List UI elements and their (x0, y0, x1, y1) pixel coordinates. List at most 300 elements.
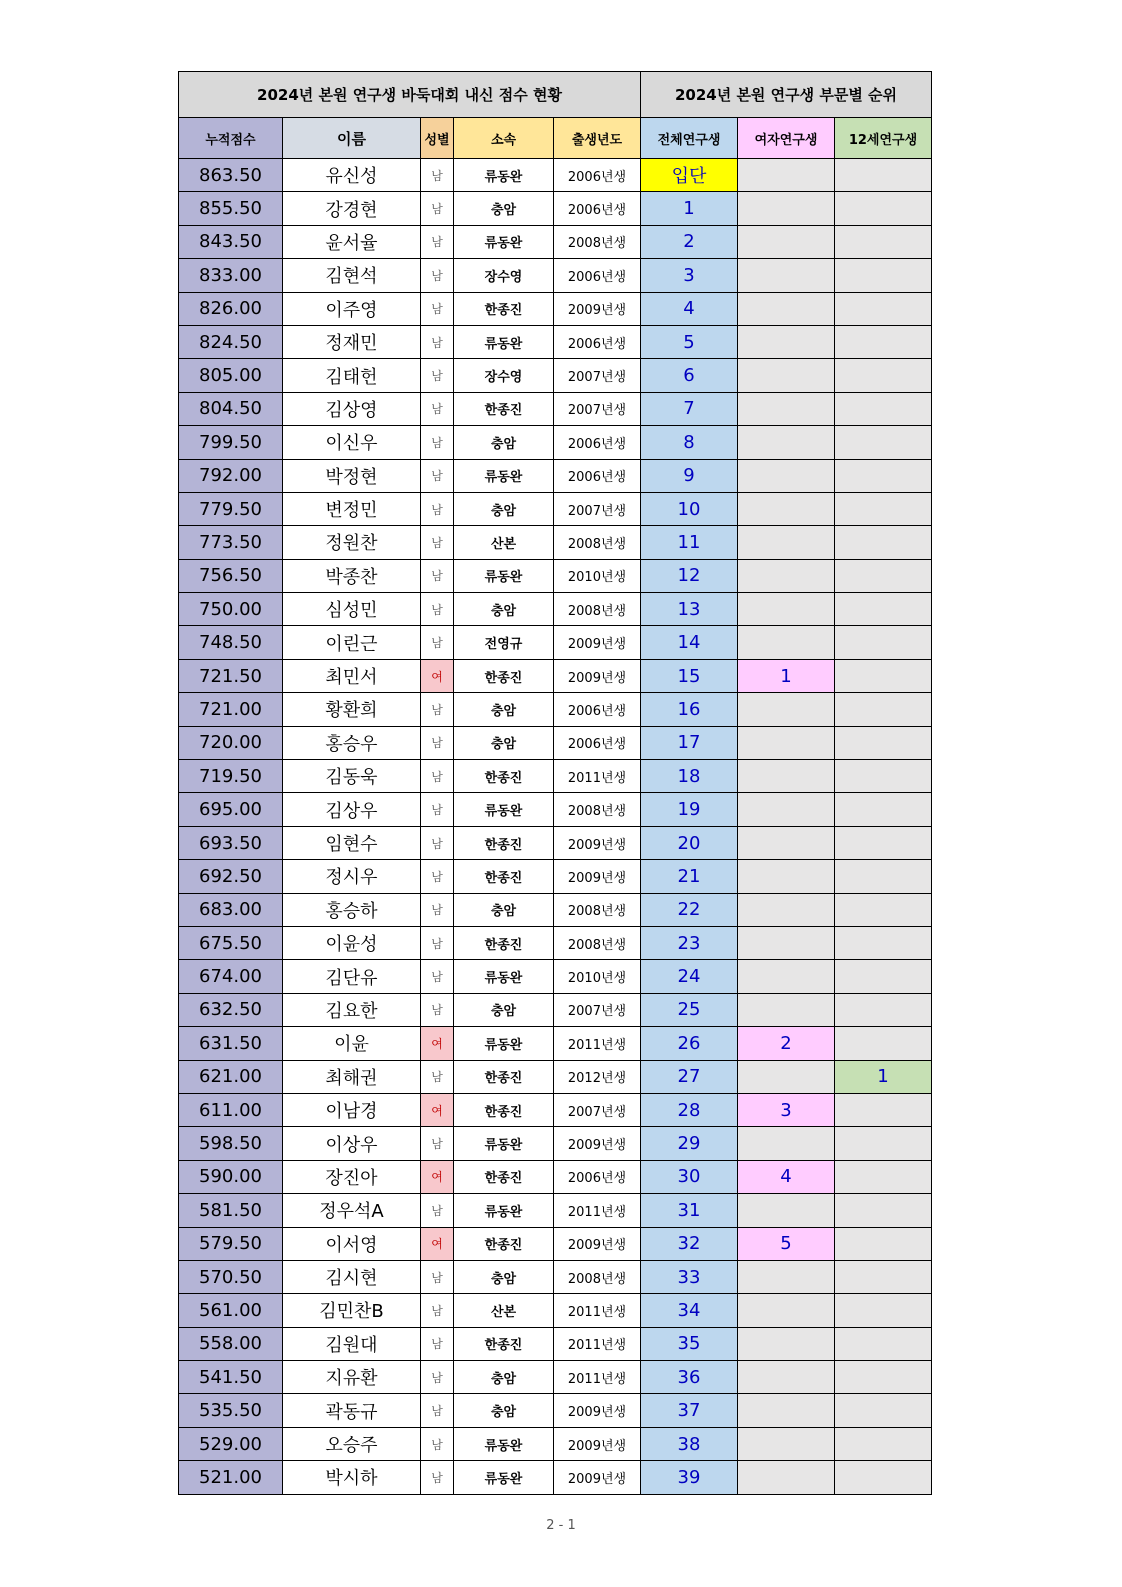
rank-female-cell (738, 1060, 835, 1093)
birth-year-cell: 2007년생 (554, 993, 641, 1026)
score-cell: 598.50 (179, 1127, 283, 1160)
header-rank-all: 전체연구생 (641, 118, 738, 159)
rank-12-cell (835, 292, 932, 325)
name-cell: 오승주 (283, 1427, 421, 1460)
sex-cell: 남 (421, 1194, 454, 1227)
name-cell: 이서영 (283, 1227, 421, 1260)
score-table (178, 71, 932, 1495)
rank-12-cell: 1 (835, 1060, 932, 1093)
rank-12-cell (835, 893, 932, 926)
rank-12-cell (835, 559, 932, 592)
birth-year-cell: 2010년생 (554, 960, 641, 993)
table-row (179, 1060, 932, 1093)
table-row (179, 526, 932, 559)
score-cell: 675.50 (179, 926, 283, 959)
affiliation-cell: 류동완 (454, 793, 554, 826)
affiliation-cell: 류동완 (454, 1027, 554, 1060)
affiliation-cell: 류동완 (454, 225, 554, 258)
rank-female-cell (738, 259, 835, 292)
affiliation-cell: 충암 (454, 1361, 554, 1394)
sex-cell: 남 (421, 459, 454, 492)
rank-all-cell: 1 (641, 192, 738, 225)
table-row (179, 459, 932, 492)
rank-12-cell (835, 726, 932, 759)
affiliation-cell: 한종진 (454, 860, 554, 893)
sex-cell: 남 (421, 893, 454, 926)
name-cell: 홍승우 (283, 726, 421, 759)
score-cell: 792.00 (179, 459, 283, 492)
rank-all-cell: 11 (641, 526, 738, 559)
table-row (179, 960, 932, 993)
name-cell: 이윤성 (283, 926, 421, 959)
name-cell: 황환희 (283, 693, 421, 726)
header-row (179, 118, 932, 159)
rank-all-cell: 35 (641, 1327, 738, 1360)
birth-year-cell: 2007년생 (554, 359, 641, 392)
rank-all-cell: 33 (641, 1260, 738, 1293)
header-birth-year: 출생년도 (554, 118, 641, 159)
affiliation-cell: 한종진 (454, 292, 554, 325)
birth-year-cell: 2009년생 (554, 292, 641, 325)
name-cell: 지유환 (283, 1361, 421, 1394)
birth-year-cell: 2007년생 (554, 392, 641, 425)
name-cell: 김단유 (283, 960, 421, 993)
rank-12-cell (835, 1294, 932, 1327)
name-cell: 이윤 (283, 1027, 421, 1060)
name-cell: 윤서율 (283, 225, 421, 258)
affiliation-cell: 한종진 (454, 392, 554, 425)
rank-female-cell (738, 626, 835, 659)
score-cell: 632.50 (179, 993, 283, 1026)
rank-female-cell (738, 1260, 835, 1293)
sex-cell: 남 (421, 325, 454, 358)
table-title-left: 2024년 본원 연구생 바둑대회 내신 점수 현황 (179, 72, 641, 118)
table-row (179, 259, 932, 292)
affiliation-cell: 산본 (454, 526, 554, 559)
affiliation-cell: 류동완 (454, 1461, 554, 1494)
title-row (179, 72, 932, 118)
birth-year-cell: 2006년생 (554, 426, 641, 459)
table-row (179, 1294, 932, 1327)
affiliation-cell: 한종진 (454, 926, 554, 959)
rank-female-cell (738, 192, 835, 225)
rank-all-cell: 39 (641, 1461, 738, 1494)
rank-female-cell (738, 993, 835, 1026)
rank-12-cell (835, 593, 932, 626)
rank-12-cell (835, 1327, 932, 1360)
rank-all-cell: 2 (641, 225, 738, 258)
rank-all-cell: 26 (641, 1027, 738, 1060)
rank-12-cell (835, 1361, 932, 1394)
score-cell: 579.50 (179, 1227, 283, 1260)
rank-12-cell (835, 793, 932, 826)
birth-year-cell: 2009년생 (554, 826, 641, 859)
affiliation-cell: 충암 (454, 893, 554, 926)
rank-all-cell: 18 (641, 760, 738, 793)
rank-all-cell: 19 (641, 793, 738, 826)
score-cell: 721.50 (179, 659, 283, 692)
birth-year-cell: 2009년생 (554, 1227, 641, 1260)
rank-female-cell (738, 559, 835, 592)
rank-female-cell (738, 693, 835, 726)
name-cell: 정시우 (283, 860, 421, 893)
table-row (179, 426, 932, 459)
rank-female-cell (738, 593, 835, 626)
header-rank-female: 여자연구생 (738, 118, 835, 159)
affiliation-cell: 류동완 (454, 459, 554, 492)
rank-female-cell (738, 426, 835, 459)
sex-cell: 남 (421, 760, 454, 793)
sex-cell: 남 (421, 292, 454, 325)
rank-12-cell (835, 1394, 932, 1427)
affiliation-cell: 한종진 (454, 1327, 554, 1360)
affiliation-cell: 충암 (454, 492, 554, 525)
name-cell: 박종찬 (283, 559, 421, 592)
sex-cell: 남 (421, 1127, 454, 1160)
rank-all-cell: 13 (641, 593, 738, 626)
rank-12-cell (835, 1027, 932, 1060)
name-cell: 김상우 (283, 793, 421, 826)
rank-12-cell (835, 1127, 932, 1160)
score-cell: 693.50 (179, 826, 283, 859)
affiliation-cell: 장수영 (454, 259, 554, 292)
rank-12-cell (835, 659, 932, 692)
birth-year-cell: 2009년생 (554, 1127, 641, 1160)
sex-cell: 남 (421, 860, 454, 893)
rank-all-cell: 10 (641, 492, 738, 525)
table-row (179, 993, 932, 1026)
rank-female-cell (738, 926, 835, 959)
rank-12-cell (835, 526, 932, 559)
table-row (179, 626, 932, 659)
score-cell: 561.00 (179, 1294, 283, 1327)
sex-cell: 남 (421, 526, 454, 559)
birth-year-cell: 2008년생 (554, 225, 641, 258)
birth-year-cell: 2006년생 (554, 459, 641, 492)
affiliation-cell: 충암 (454, 993, 554, 1026)
table-row (179, 726, 932, 759)
table-row (179, 760, 932, 793)
sex-cell: 남 (421, 426, 454, 459)
table-row (179, 659, 932, 692)
sex-cell: 남 (421, 726, 454, 759)
sex-cell: 남 (421, 1294, 454, 1327)
birth-year-cell: 2006년생 (554, 159, 641, 192)
affiliation-cell: 충암 (454, 693, 554, 726)
sex-cell: 남 (421, 826, 454, 859)
affiliation-cell: 충암 (454, 726, 554, 759)
rank-all-cell: 8 (641, 426, 738, 459)
table-row (179, 1327, 932, 1360)
sex-cell: 남 (421, 159, 454, 192)
sex-cell: 여 (421, 1093, 454, 1126)
name-cell: 변정민 (283, 492, 421, 525)
rank-female-cell (738, 325, 835, 358)
rank-all-cell: 9 (641, 459, 738, 492)
rank-all-cell: 3 (641, 259, 738, 292)
table-row (179, 693, 932, 726)
birth-year-cell: 2011년생 (554, 1194, 641, 1227)
rank-all-cell: 31 (641, 1194, 738, 1227)
name-cell: 이상우 (283, 1127, 421, 1160)
rank-female-cell: 5 (738, 1227, 835, 1260)
rank-female-cell (738, 1294, 835, 1327)
sex-cell: 남 (421, 626, 454, 659)
sex-cell: 남 (421, 960, 454, 993)
rank-12-cell (835, 1260, 932, 1293)
rank-12-cell (835, 960, 932, 993)
sex-cell: 남 (421, 1361, 454, 1394)
sex-cell: 남 (421, 492, 454, 525)
name-cell: 김민찬B (283, 1294, 421, 1327)
rank-12-cell (835, 860, 932, 893)
sex-cell: 남 (421, 1260, 454, 1293)
score-cell: 683.00 (179, 893, 283, 926)
birth-year-cell: 2011년생 (554, 760, 641, 793)
rank-all-cell: 38 (641, 1427, 738, 1460)
sex-cell: 여 (421, 659, 454, 692)
affiliation-cell: 장수영 (454, 359, 554, 392)
rank-female-cell (738, 392, 835, 425)
score-cell: 843.50 (179, 225, 283, 258)
table-row (179, 559, 932, 592)
rank-all-cell: 24 (641, 960, 738, 993)
birth-year-cell: 2009년생 (554, 659, 641, 692)
rank-12-cell (835, 192, 932, 225)
rank-12-cell (835, 1160, 932, 1193)
name-cell: 심성민 (283, 593, 421, 626)
rank-12-cell (835, 459, 932, 492)
sex-cell: 남 (421, 1394, 454, 1427)
rank-12-cell (835, 760, 932, 793)
affiliation-cell: 한종진 (454, 1227, 554, 1260)
score-cell: 826.00 (179, 292, 283, 325)
name-cell: 정재민 (283, 325, 421, 358)
affiliation-cell: 류동완 (454, 960, 554, 993)
rank-all-cell: 14 (641, 626, 738, 659)
score-cell: 756.50 (179, 559, 283, 592)
rank-female-cell (738, 726, 835, 759)
score-cell: 541.50 (179, 1361, 283, 1394)
score-cell: 824.50 (179, 325, 283, 358)
rank-female-cell (738, 225, 835, 258)
table-row (179, 325, 932, 358)
rank-12-cell (835, 1194, 932, 1227)
affiliation-cell: 충암 (454, 1394, 554, 1427)
sex-cell: 남 (421, 259, 454, 292)
score-cell: 581.50 (179, 1194, 283, 1227)
rank-all-cell: 4 (641, 292, 738, 325)
table-row (179, 1160, 932, 1193)
table-row (179, 492, 932, 525)
score-cell: 570.50 (179, 1260, 283, 1293)
rank-female-cell (738, 893, 835, 926)
sex-cell: 남 (421, 225, 454, 258)
score-cell: 855.50 (179, 192, 283, 225)
name-cell: 김요한 (283, 993, 421, 1026)
score-cell: 631.50 (179, 1027, 283, 1060)
score-cell: 529.00 (179, 1427, 283, 1460)
header-rank-12: 12세연구생 (835, 118, 932, 159)
rank-12-cell (835, 359, 932, 392)
birth-year-cell: 2009년생 (554, 1461, 641, 1494)
rank-all-cell: 32 (641, 1227, 738, 1260)
name-cell: 최해권 (283, 1060, 421, 1093)
table-row (179, 1394, 932, 1427)
rank-all-cell: 27 (641, 1060, 738, 1093)
affiliation-cell: 충암 (454, 1260, 554, 1293)
affiliation-cell: 한종진 (454, 826, 554, 859)
affiliation-cell: 류동완 (454, 1127, 554, 1160)
sex-cell: 남 (421, 392, 454, 425)
rank-all-cell: 17 (641, 726, 738, 759)
sex-cell: 여 (421, 1027, 454, 1060)
birth-year-cell: 2008년생 (554, 793, 641, 826)
rank-female-cell (738, 1327, 835, 1360)
rank-all-cell: 34 (641, 1294, 738, 1327)
sex-cell: 여 (421, 1160, 454, 1193)
affiliation-cell: 한종진 (454, 1060, 554, 1093)
rank-all-cell: 7 (641, 392, 738, 425)
table-row (179, 159, 932, 192)
score-cell: 773.50 (179, 526, 283, 559)
rank-all-cell: 28 (641, 1093, 738, 1126)
birth-year-cell: 2008년생 (554, 893, 641, 926)
birth-year-cell: 2009년생 (554, 1394, 641, 1427)
table-row (179, 1260, 932, 1293)
affiliation-cell: 전영규 (454, 626, 554, 659)
name-cell: 정원찬 (283, 526, 421, 559)
rank-female-cell: 4 (738, 1160, 835, 1193)
score-cell: 611.00 (179, 1093, 283, 1126)
rank-female-cell (738, 1427, 835, 1460)
rank-12-cell (835, 225, 932, 258)
score-cell: 535.50 (179, 1394, 283, 1427)
page-number: 2 - 1 (546, 1518, 576, 1533)
rank-12-cell (835, 1227, 932, 1260)
score-cell: 719.50 (179, 760, 283, 793)
header-score: 누적점수 (179, 118, 283, 159)
name-cell: 김현석 (283, 259, 421, 292)
rank-all-cell: 23 (641, 926, 738, 959)
table-row (179, 392, 932, 425)
rank-12-cell (835, 626, 932, 659)
rank-12-cell (835, 325, 932, 358)
rank-all-cell: 29 (641, 1127, 738, 1160)
birth-year-cell: 2011년생 (554, 1361, 641, 1394)
affiliation-cell: 한종진 (454, 1093, 554, 1126)
birth-year-cell: 2006년생 (554, 192, 641, 225)
rank-female-cell (738, 1361, 835, 1394)
affiliation-cell: 한종진 (454, 659, 554, 692)
sex-cell: 남 (421, 359, 454, 392)
rank-12-cell (835, 392, 932, 425)
table-row (179, 893, 932, 926)
rank-female-cell (738, 1461, 835, 1494)
rank-female-cell (738, 159, 835, 192)
rank-female-cell (738, 826, 835, 859)
table-row (179, 1093, 932, 1126)
birth-year-cell: 2006년생 (554, 726, 641, 759)
sex-cell: 남 (421, 993, 454, 1026)
rank-female-cell (738, 526, 835, 559)
birth-year-cell: 2006년생 (554, 259, 641, 292)
rank-all-cell: 37 (641, 1394, 738, 1427)
birth-year-cell: 2008년생 (554, 593, 641, 626)
name-cell: 박시하 (283, 1461, 421, 1494)
name-cell: 이주영 (283, 292, 421, 325)
table-row (179, 1461, 932, 1494)
score-cell: 750.00 (179, 593, 283, 626)
name-cell: 김원대 (283, 1327, 421, 1360)
name-cell: 김태헌 (283, 359, 421, 392)
name-cell: 이남경 (283, 1093, 421, 1126)
affiliation-cell: 산본 (454, 1294, 554, 1327)
birth-year-cell: 2011년생 (554, 1327, 641, 1360)
birth-year-cell: 2008년생 (554, 526, 641, 559)
name-cell: 김동욱 (283, 760, 421, 793)
table-row (179, 292, 932, 325)
affiliation-cell: 한종진 (454, 760, 554, 793)
rank-12-cell (835, 1461, 932, 1494)
sex-cell: 남 (421, 1327, 454, 1360)
table-row (179, 1127, 932, 1160)
score-cell: 692.50 (179, 860, 283, 893)
sex-cell: 남 (421, 793, 454, 826)
rank-all-cell: 6 (641, 359, 738, 392)
birth-year-cell: 2008년생 (554, 1260, 641, 1293)
rank-female-cell (738, 492, 835, 525)
rank-12-cell (835, 426, 932, 459)
rank-12-cell (835, 159, 932, 192)
rank-female-cell (738, 459, 835, 492)
table-row (179, 593, 932, 626)
score-cell: 721.00 (179, 693, 283, 726)
rank-female-cell (738, 1394, 835, 1427)
rank-all-cell: 입단 (641, 159, 738, 192)
table-row (179, 1027, 932, 1060)
name-cell: 유신성 (283, 159, 421, 192)
affiliation-cell: 류동완 (454, 1194, 554, 1227)
rank-female-cell (738, 960, 835, 993)
table-row (179, 1194, 932, 1227)
name-cell: 강경현 (283, 192, 421, 225)
rank-female-cell (738, 1127, 835, 1160)
score-cell: 863.50 (179, 159, 283, 192)
name-cell: 김상영 (283, 392, 421, 425)
affiliation-cell: 류동완 (454, 325, 554, 358)
rank-female-cell: 2 (738, 1027, 835, 1060)
birth-year-cell: 2006년생 (554, 325, 641, 358)
rank-all-cell: 16 (641, 693, 738, 726)
birth-year-cell: 2011년생 (554, 1294, 641, 1327)
score-cell: 805.00 (179, 359, 283, 392)
sex-cell: 여 (421, 1227, 454, 1260)
name-cell: 최민서 (283, 659, 421, 692)
rank-12-cell (835, 693, 932, 726)
rank-all-cell: 12 (641, 559, 738, 592)
score-cell: 621.00 (179, 1060, 283, 1093)
affiliation-cell: 충암 (454, 593, 554, 626)
table-row (179, 860, 932, 893)
rank-female-cell (738, 793, 835, 826)
sex-cell: 남 (421, 693, 454, 726)
rank-12-cell (835, 826, 932, 859)
name-cell: 이린근 (283, 626, 421, 659)
name-cell: 홍승하 (283, 893, 421, 926)
birth-year-cell: 2008년생 (554, 926, 641, 959)
affiliation-cell: 한종진 (454, 1160, 554, 1193)
